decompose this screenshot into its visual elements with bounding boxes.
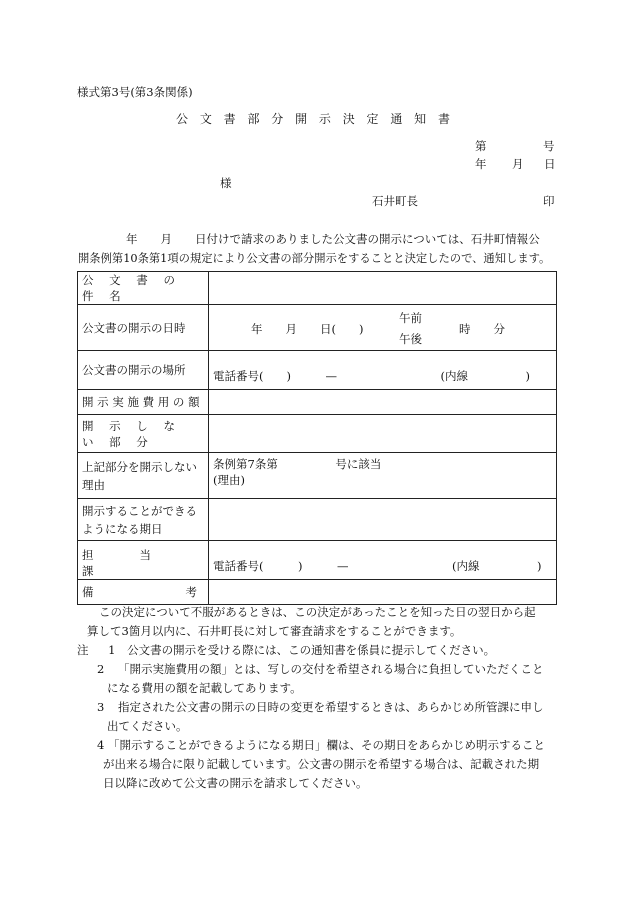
datetime-pm: 午後 (399, 331, 422, 346)
value-available-date (209, 499, 557, 541)
label-fee: 開 示 実 施 費 用 の 額 (78, 390, 209, 415)
notice-line-1: この決定について不服があるときは、この決定があったことを知った日の翌日から起 (99, 605, 536, 619)
value-document-name (209, 272, 557, 305)
note-4-text-a: 「開示することができるようになる期日」欄は、その期日をあらかじめ明示すること (107, 738, 545, 752)
label-remarks: 備 考 (78, 580, 209, 605)
value-disclosure-place: 電話番号( ) — (内線 ) (209, 351, 557, 390)
value-disclosure-datetime (209, 305, 557, 351)
note-2 (77, 660, 561, 679)
datetime-time: 時 分 (459, 321, 505, 336)
note-3 (77, 698, 561, 717)
label-reason: 上記部分を開示しない理由 (78, 453, 209, 499)
row-undisclosed-part (78, 415, 557, 453)
body-line-2: 開条例第10条第1項の規定により公文書の部分開示をすることと決定したので、通知します。 (78, 252, 551, 265)
row-disclosure-place (78, 351, 557, 390)
date-year: 年 (475, 157, 487, 171)
datetime-am: 午前 (399, 310, 422, 325)
value-department: 電話番号( ) — (内線 ) (209, 541, 557, 580)
seal-mark: 印 (543, 194, 555, 208)
body-line-1: 年 月 日付けで請求のありました公文書の開示については、石井町情報公 (126, 232, 540, 246)
row-document-name (78, 272, 557, 305)
note-4-text-b: が出来る場合に限り記載しています。公文書の開示を希望する場合は、記載された期 (103, 757, 540, 771)
note-1 (77, 641, 561, 660)
number-suffix: 号 (543, 139, 555, 153)
note-1-number: 1 (108, 643, 116, 657)
row-fee (78, 390, 557, 415)
note-3-number: 3 (97, 700, 105, 714)
body-paragraph (78, 230, 558, 268)
value-undisclosed-part (209, 415, 557, 453)
note-head: 注 (77, 643, 89, 657)
reason-text: (理由) (213, 473, 245, 487)
label-undisclosed-part: 開 示 し な い 部 分 (78, 415, 209, 453)
note-3-text-b: 出てください。 (107, 719, 188, 733)
note-4 (77, 736, 561, 755)
datetime-date: 年 月 日( ) (251, 321, 364, 336)
date-day: 日 (544, 157, 556, 171)
note-4-number: 4 (97, 738, 105, 752)
label-document-name: 公 文 書 の 件 名 (78, 272, 209, 305)
notice-line-2: 算して3箇月以内に、石井町長に対して審査請求をすることができます。 (87, 624, 462, 638)
value-fee (209, 390, 557, 415)
addressee-honorific: 様 (220, 176, 232, 190)
value-reason (209, 453, 557, 499)
label-disclosure-place: 公文書の開示の場所 (78, 351, 209, 390)
row-remarks (78, 580, 557, 605)
row-department (78, 541, 557, 580)
issuer-name: 石井町長 (372, 194, 418, 208)
notes-section (77, 603, 561, 793)
label-available-date: 開示することができるようになる期日 (78, 499, 209, 541)
note-2-text-b: になる費用の額を記載してあります。 (107, 681, 302, 695)
document-title: 公 文 書 部 分 開 示 決 定 通 知 書 (176, 112, 454, 126)
number-prefix: 第 (475, 139, 487, 153)
row-disclosure-datetime (78, 305, 557, 351)
note-2-text-a: 「開示実施費用の額」とは、写しの交付を希望される場合に負担していただくこと (117, 662, 544, 676)
disclosure-table (77, 271, 557, 605)
note-4-text-c: 日以降に改めて公文書の開示を請求してください。 (103, 776, 368, 790)
date-month: 月 (512, 157, 524, 171)
note-2-number: 2 (97, 662, 105, 676)
label-disclosure-datetime: 公文書の開示の日時 (78, 305, 209, 351)
reason-article: 条例第7条第 号に該当 (213, 457, 382, 471)
value-remarks (209, 580, 557, 605)
form-number: 様式第3号(第3条関係) (77, 85, 193, 99)
row-reason (78, 453, 557, 499)
note-1-text: 公文書の開示を受ける際には、この通知書を係員に提示してください。 (127, 643, 496, 657)
note-3-text-a: 指定された公文書の開示の日時の変更を希望するときは、あらかじめ所管課に申し (117, 700, 544, 714)
label-department: 担 当 課 (78, 541, 209, 580)
row-available-date (78, 499, 557, 541)
